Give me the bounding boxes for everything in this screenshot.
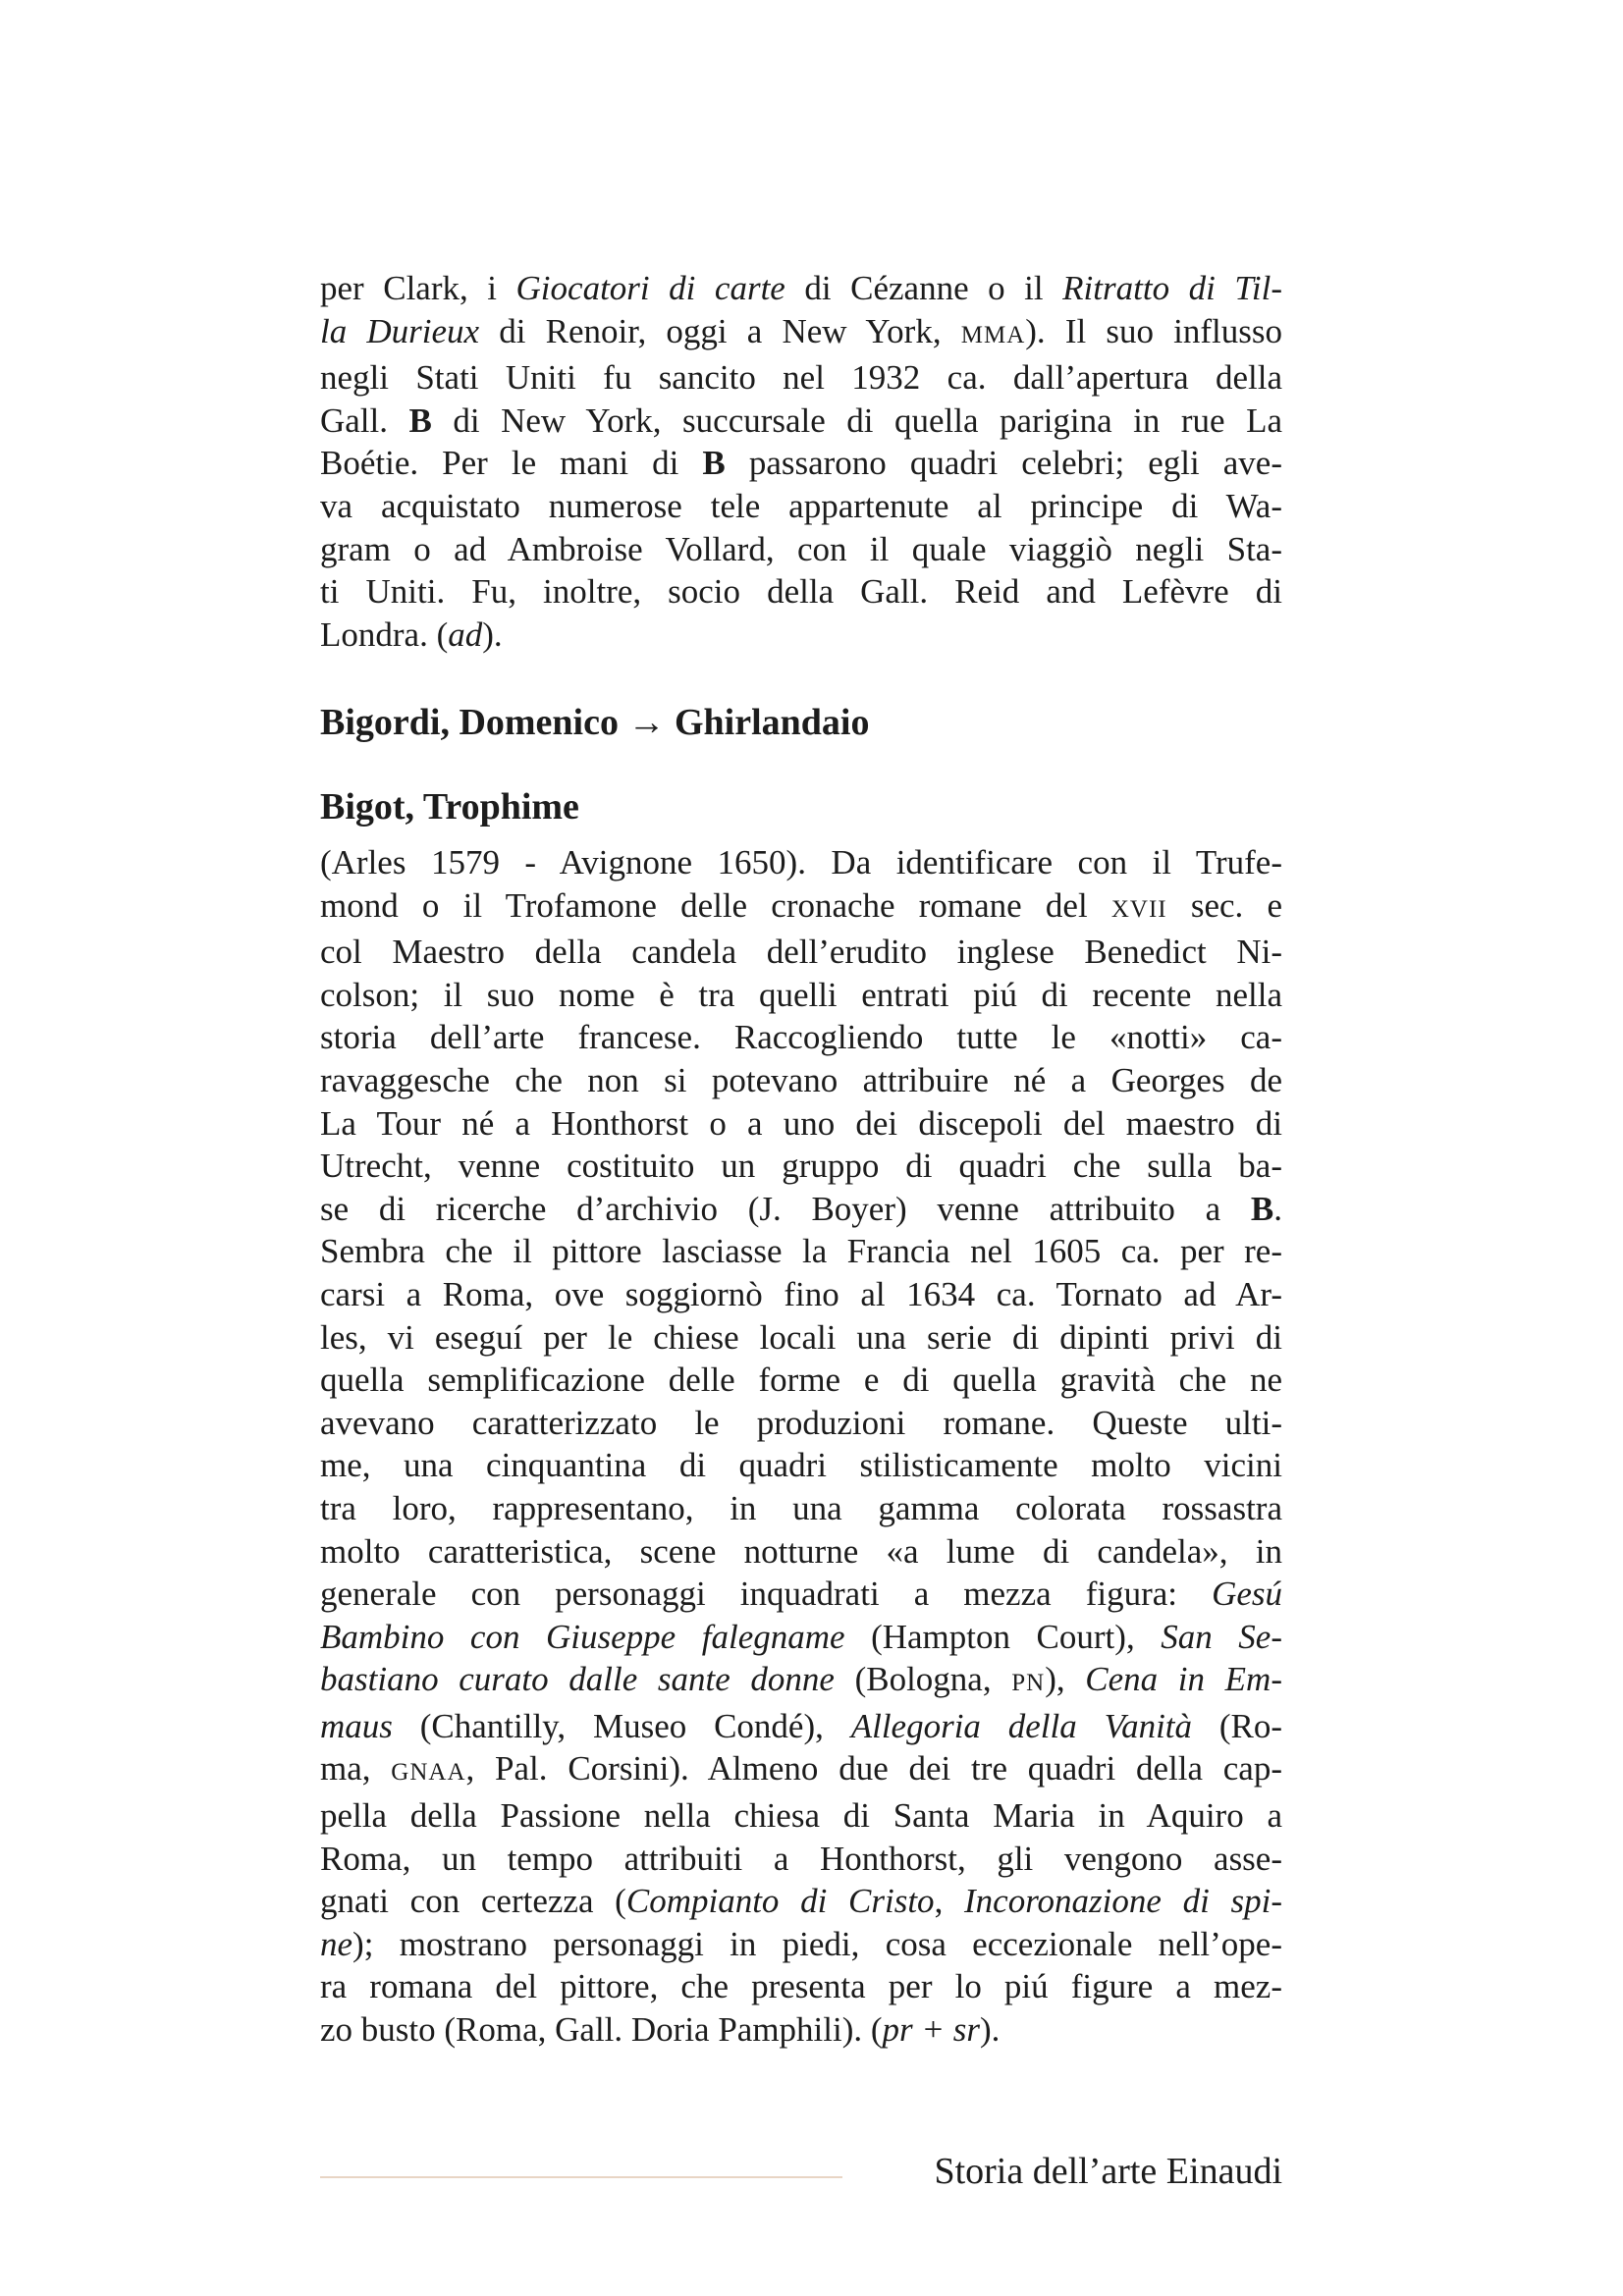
text-run: gram o ad Ambroise Vollard, con il quale viaggiò negli Sta-	[320, 529, 1282, 568]
text-run: me, una cinquantina di quadri stilisticamente molto vicini	[320, 1446, 1282, 1485]
text-line	[320, 1965, 1282, 2008]
text-line	[320, 400, 1282, 443]
text-run: sec. e	[1166, 885, 1283, 925]
text-line	[320, 1658, 1282, 1705]
text-run: avevano caratterizzato le produzioni romane. Queste ulti-	[320, 1403, 1282, 1442]
text-run: ra romana del pittore, che presenta per lo piú figure a mez-	[320, 1967, 1282, 2006]
italic-title: Giocatori di carte	[515, 269, 785, 307]
text-run: .	[1273, 1189, 1282, 1228]
text-run: pella della Passione nella chiesa di Santa Maria in Aquiro a	[320, 1796, 1282, 1836]
text-run: (Arles 1579 - Avignone 1650). Da identificare con il Trufe-	[320, 843, 1282, 881]
text-line	[320, 974, 1282, 1017]
text-line	[320, 1316, 1282, 1360]
italic-title: ad	[448, 614, 483, 654]
text-line	[320, 1059, 1282, 1102]
text-run: ),	[1045, 1660, 1086, 1699]
footer-publisher: Storia dell’arte Einaudi	[934, 2151, 1282, 2192]
text-line	[320, 1145, 1282, 1188]
text-run: ,	[934, 1882, 965, 1921]
text-run: passarono quadri celebri; egli ave-	[725, 444, 1282, 483]
paragraph-bigot-entry	[320, 841, 1282, 2052]
text-run: negli Stati Uniti fu sancito nel 1932 ca. dall’apertura della	[320, 358, 1282, 398]
text-run: storia dell’arte francese. Raccogliendo tutte le «notti» ca-	[320, 1018, 1282, 1057]
italic-title: Allegoria della Vanità	[850, 1706, 1193, 1745]
text-run: mond o il Trofamone delle cronache romane del	[320, 885, 1111, 925]
text-line	[320, 931, 1282, 974]
text-run: La Tour né a Honthorst o a uno dei discepoli del maestro di	[320, 1103, 1282, 1143]
text-run: ). Il suo influsso	[1025, 311, 1282, 350]
small-caps-abbrev: GNAA	[391, 1759, 466, 1787]
text-run: Utrecht, venne costituito un gruppo di quadri che sulla ba-	[320, 1147, 1282, 1186]
text-run: di Cézanne o il	[784, 269, 1063, 307]
text-run: ravaggesche che non si potevano attribuire né a Georges de	[320, 1060, 1282, 1099]
text-run: ti Uniti. Fu, inoltre, socio della Gall. Reid and Lefèvre di	[320, 572, 1282, 612]
text-line	[320, 485, 1282, 528]
text-line	[320, 570, 1282, 614]
text-line	[320, 1444, 1282, 1487]
text-line	[320, 1487, 1282, 1530]
paragraph-continued-entry	[320, 267, 1282, 656]
text-run: ).	[980, 2010, 1001, 2050]
bold-abbrev: B	[1250, 1189, 1274, 1228]
italic-title: pr + sr	[882, 2010, 981, 2050]
text-run: Gall.	[320, 400, 409, 440]
text-line	[320, 1923, 1282, 1966]
text-run: (Bologna,	[834, 1660, 1012, 1699]
text-line	[320, 1705, 1282, 1748]
italic-title: Compianto di Cristo	[625, 1882, 935, 1921]
text-line	[320, 442, 1282, 485]
text-line	[320, 1102, 1282, 1146]
text-run: (Chantilly, Museo Condé),	[392, 1706, 851, 1745]
text-run: tra loro, rappresentano, in una gamma colorata rossastra	[320, 1488, 1282, 1527]
bold-abbrev: B	[702, 444, 726, 483]
text-line	[320, 356, 1282, 400]
text-line	[320, 2008, 1282, 2052]
text-line	[320, 1880, 1282, 1923]
italic-title: San Se-	[1161, 1617, 1282, 1656]
text-run: gnati con certezza (	[320, 1882, 626, 1921]
small-caps-abbrev: MMA	[960, 321, 1026, 348]
text-line	[320, 1573, 1282, 1616]
bold-abbrev: B	[408, 400, 432, 440]
italic-title: ne	[320, 1924, 353, 1963]
small-caps-abbrev: XVII	[1110, 895, 1167, 923]
text-line	[320, 841, 1282, 884]
text-line	[320, 267, 1282, 310]
text-run: di Renoir, oggi a New York,	[479, 311, 961, 350]
text-line	[320, 1616, 1282, 1659]
text-run: zo busto (Roma, Gall. Doria Pamphili). (	[320, 2010, 883, 2050]
text-run: va acquistato numerose tele appartenute al principe di Wa-	[320, 486, 1282, 525]
italic-title: bastiano curato dalle sante donne	[320, 1660, 835, 1699]
italic-title: Incoronazione di spi-	[964, 1882, 1283, 1921]
text-run: se di ricerche d’archivio (J. Boyer) venne attribuito a	[320, 1189, 1251, 1228]
text-run: les, vi eseguí per le chiese locali una serie di dipinti privi di	[320, 1317, 1282, 1357]
text-run: Roma, un tempo attribuiti a Honthorst, gli vengono asse-	[320, 1839, 1282, 1878]
italic-title: Gesú	[1212, 1575, 1282, 1614]
text-run: quella semplificazione delle forme e di quella gravità che ne	[320, 1361, 1282, 1400]
text-run: (Hampton Court),	[844, 1617, 1162, 1656]
text-line	[320, 1273, 1282, 1316]
text-line	[320, 1530, 1282, 1574]
text-line	[320, 528, 1282, 571]
entry-heading-bigordi: Bigordi, Domenico → Ghirlandaio	[320, 702, 870, 743]
text-run: molto caratteristica, scene notturne «a lume di candela», in	[320, 1531, 1282, 1571]
text-line	[320, 1747, 1282, 1794]
small-caps-abbrev: PN	[1011, 1670, 1046, 1697]
text-run: , Pal. Corsini). Almeno due dei tre quadri della cap-	[465, 1749, 1282, 1789]
text-run: per Clark, i	[320, 269, 516, 307]
text-line	[320, 310, 1282, 357]
text-run: Sembra che il pittore lasciasse la Francia nel 1605 ca. per re-	[320, 1232, 1282, 1271]
text-line	[320, 1230, 1282, 1273]
text-run: Boétie. Per le mani di	[320, 444, 703, 483]
text-run: ).	[482, 614, 503, 654]
footer-rule	[320, 2176, 842, 2178]
italic-title: Cena in Em-	[1085, 1660, 1282, 1699]
text-line	[320, 1402, 1282, 1445]
italic-title: maus	[320, 1706, 393, 1745]
text-run: (Ro-	[1192, 1706, 1283, 1745]
text-line	[320, 884, 1282, 932]
italic-title: Bambino con Giuseppe falegname	[320, 1617, 845, 1656]
text-run: generale con personaggi inquadrati a mezza figura:	[320, 1575, 1213, 1614]
text-line	[320, 1016, 1282, 1059]
text-run: col Maestro della candela dell’erudito inglese Benedict Ni-	[320, 933, 1282, 972]
text-line	[320, 1188, 1282, 1231]
text-run: ); mostrano personaggi in piedi, cosa eccezionale nell’ope-	[352, 1924, 1282, 1963]
text-run: Londra. (	[320, 614, 449, 654]
italic-title: la Durieux	[320, 311, 480, 350]
text-line	[320, 1838, 1282, 1881]
text-run: di New York, succursale di quella parigina in rue La	[431, 400, 1282, 440]
text-run: colson; il suo nome è tra quelli entrati piú di recente nella	[320, 975, 1282, 1014]
text-line	[320, 1359, 1282, 1402]
text-line	[320, 614, 1282, 657]
entry-heading-bigot: Bigot, Trophime	[320, 786, 579, 828]
italic-title: Ritratto di Til-	[1062, 269, 1282, 307]
text-line	[320, 1794, 1282, 1838]
text-run: ma,	[320, 1749, 392, 1789]
text-run: carsi a Roma, ove soggiornò fino al 1634 ca. Tornato ad Ar-	[320, 1274, 1282, 1313]
